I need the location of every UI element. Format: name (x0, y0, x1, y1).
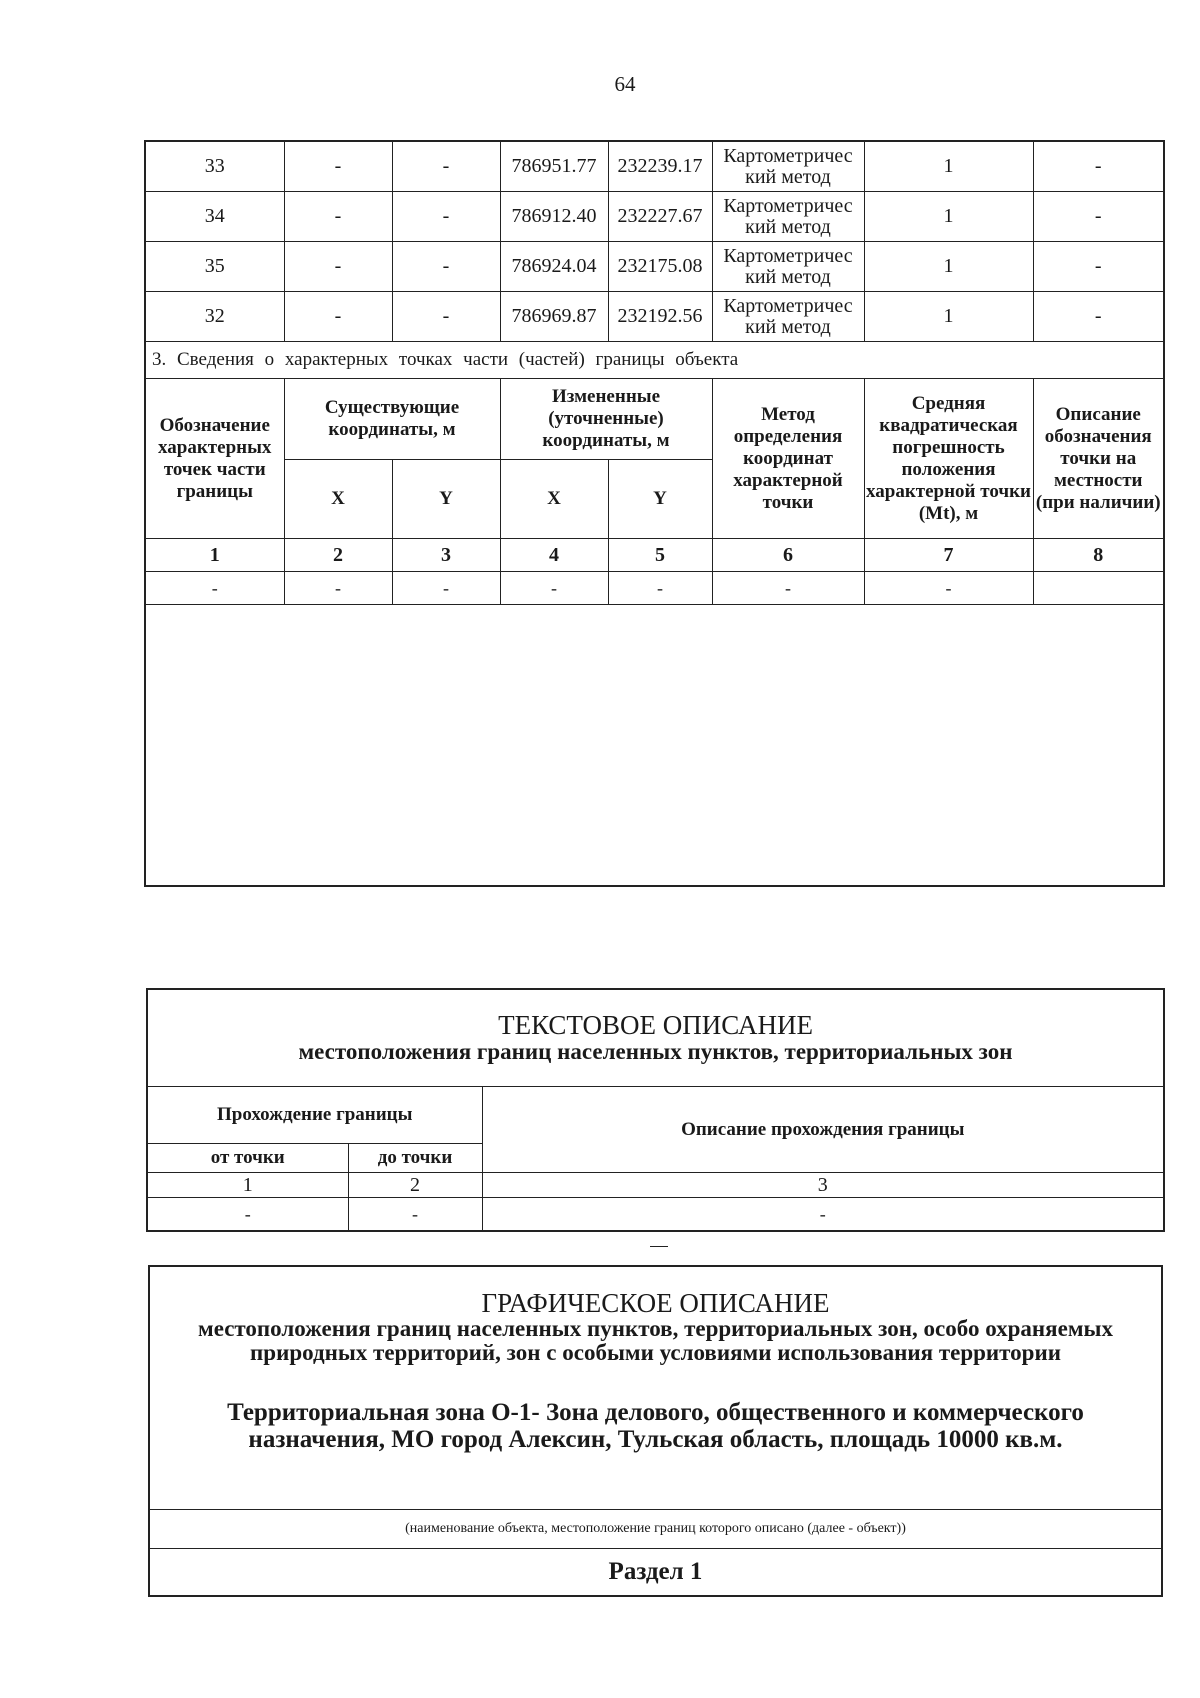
existing-y: - (392, 292, 500, 342)
method-cell (712, 242, 864, 292)
method-line-2: кий метод (745, 265, 831, 288)
existing-y: - (392, 242, 500, 292)
column-number: 3 (482, 1173, 1164, 1198)
to-point-header: до точки (348, 1144, 482, 1173)
changed-y: 232192.56 (608, 292, 712, 342)
table-row (145, 242, 1164, 292)
changed-x: 786969.87 (500, 292, 608, 342)
graphic-description-table (148, 1265, 1163, 1597)
empty-cell: - (147, 1198, 348, 1232)
text-description-subtitle: местоположения границ населенных пунктов, территориальных зон (298, 1038, 1013, 1064)
point-number: 32 (145, 292, 284, 342)
point-description: - (1033, 141, 1164, 192)
text-description-table (146, 988, 1165, 1232)
existing-x: - (284, 141, 392, 192)
table-row (145, 141, 1164, 192)
column-number: 2 (348, 1173, 482, 1198)
empty-cell: - (348, 1198, 482, 1232)
table-row (145, 192, 1164, 242)
graphic-description-title-cell (149, 1266, 1162, 1510)
error-value: 1 (864, 141, 1033, 192)
header-x: X (500, 460, 608, 539)
changed-y: 232227.67 (608, 192, 712, 242)
point-description: - (1033, 292, 1164, 342)
header-description: Описание обозначения точки на местности (при наличии) (1033, 379, 1164, 539)
column-number: 7 (864, 539, 1033, 572)
header-x: X (284, 460, 392, 539)
empty-cell: - (145, 572, 284, 605)
error-value: 1 (864, 292, 1033, 342)
column-numbers-row (145, 539, 1164, 572)
text-description-title-row (147, 989, 1164, 1087)
divider-mark (650, 1246, 668, 1247)
empty-area-row (145, 605, 1164, 887)
column-number: 3 (392, 539, 500, 572)
column-number: 1 (145, 539, 284, 572)
changed-y: 232239.17 (608, 141, 712, 192)
coordinates-table (144, 140, 1165, 887)
empty-cell (1033, 572, 1164, 605)
point-number: 35 (145, 242, 284, 292)
column-number: 1 (147, 1173, 348, 1198)
changed-x: 786951.77 (500, 141, 608, 192)
graphic-description-subtitle: местоположения границ населенных пунктов, территориальных зон, особо охраняемых природных территорий, зон с особыми условиями использования территории (198, 1316, 1113, 1365)
header-method: Метод определения координат характерной точки (712, 379, 864, 539)
from-point-header: от точки (147, 1144, 348, 1173)
method-line-1: Картометричес (723, 194, 853, 217)
header-designation: Обозначение характерных точек части границы (145, 379, 284, 539)
object-caption: (наименование объекта, местоположение границ которого описано (далее - объект)) (149, 1510, 1162, 1549)
object-caption-row (149, 1510, 1162, 1549)
header-existing-coords: Существующие координаты, м (284, 379, 500, 460)
existing-x: - (284, 242, 392, 292)
header-row (145, 379, 1164, 460)
text-description-title-cell (147, 989, 1164, 1087)
empty-cell: - (284, 572, 392, 605)
existing-x: - (284, 192, 392, 242)
page-number: 64 (614, 72, 636, 96)
object-name: Территориальная зона О-1- Зона делового, общественного и коммерческого назначения, МО город Алексин, Тульская область, площадь 10000 кв.м. (227, 1399, 1084, 1453)
header-y: Y (608, 460, 712, 539)
existing-y: - (392, 141, 500, 192)
method-cell (712, 141, 864, 192)
boundary-passage-header: Прохождение границы (147, 1087, 482, 1144)
column-number: 6 (712, 539, 864, 572)
existing-y: - (392, 192, 500, 242)
passage-description-header: Описание прохождения границы (482, 1087, 1164, 1173)
method-line-2: кий метод (745, 315, 831, 338)
method-line-1: Картометричес (723, 294, 853, 317)
point-number: 34 (145, 192, 284, 242)
column-number: 2 (284, 539, 392, 572)
column-number: 5 (608, 539, 712, 572)
empty-data-row (145, 572, 1164, 605)
column-numbers-row (147, 1173, 1164, 1198)
empty-cell: - (500, 572, 608, 605)
empty-data-row (147, 1198, 1164, 1232)
error-value: 1 (864, 242, 1033, 292)
method-line-1: Картометричес (723, 144, 853, 167)
column-number: 8 (1033, 539, 1164, 572)
section-title: Раздел 1 (149, 1549, 1162, 1597)
method-line-1: Картометричес (723, 244, 853, 267)
section-row (149, 1549, 1162, 1597)
empty-cell: - (482, 1198, 1164, 1232)
graphic-description-title: ГРАФИЧЕСКОЕ ОПИСАНИЕ (481, 1288, 830, 1318)
passage-header-row (147, 1087, 1164, 1144)
header-error: Средняя квадратическая погрешность положения характерной точки (Mt), м (864, 379, 1033, 539)
column-number: 4 (500, 539, 608, 572)
changed-x: 786912.40 (500, 192, 608, 242)
graphic-description-title-row (149, 1266, 1162, 1510)
point-description: - (1033, 242, 1164, 292)
section-3-title: 3. Сведения о характерных точках части (частей) границы объекта (145, 342, 1164, 379)
method-line-2: кий метод (745, 215, 831, 238)
header-y: Y (392, 460, 500, 539)
header-changed-coords: Измененные (уточненные) координаты, м (500, 379, 712, 460)
section-3-title-row (145, 342, 1164, 379)
point-description: - (1033, 192, 1164, 242)
empty-cell: - (712, 572, 864, 605)
method-cell (712, 292, 864, 342)
text-description-title: ТЕКСТОВОЕ ОПИСАНИЕ (498, 1009, 813, 1040)
changed-y: 232175.08 (608, 242, 712, 292)
changed-x: 786924.04 (500, 242, 608, 292)
table-row (145, 292, 1164, 342)
empty-cell: - (864, 572, 1033, 605)
empty-cell: - (608, 572, 712, 605)
empty-area (145, 605, 1164, 887)
point-number: 33 (145, 141, 284, 192)
method-line-2: кий метод (745, 165, 831, 188)
error-value: 1 (864, 192, 1033, 242)
method-cell (712, 192, 864, 242)
existing-x: - (284, 292, 392, 342)
empty-cell: - (392, 572, 500, 605)
